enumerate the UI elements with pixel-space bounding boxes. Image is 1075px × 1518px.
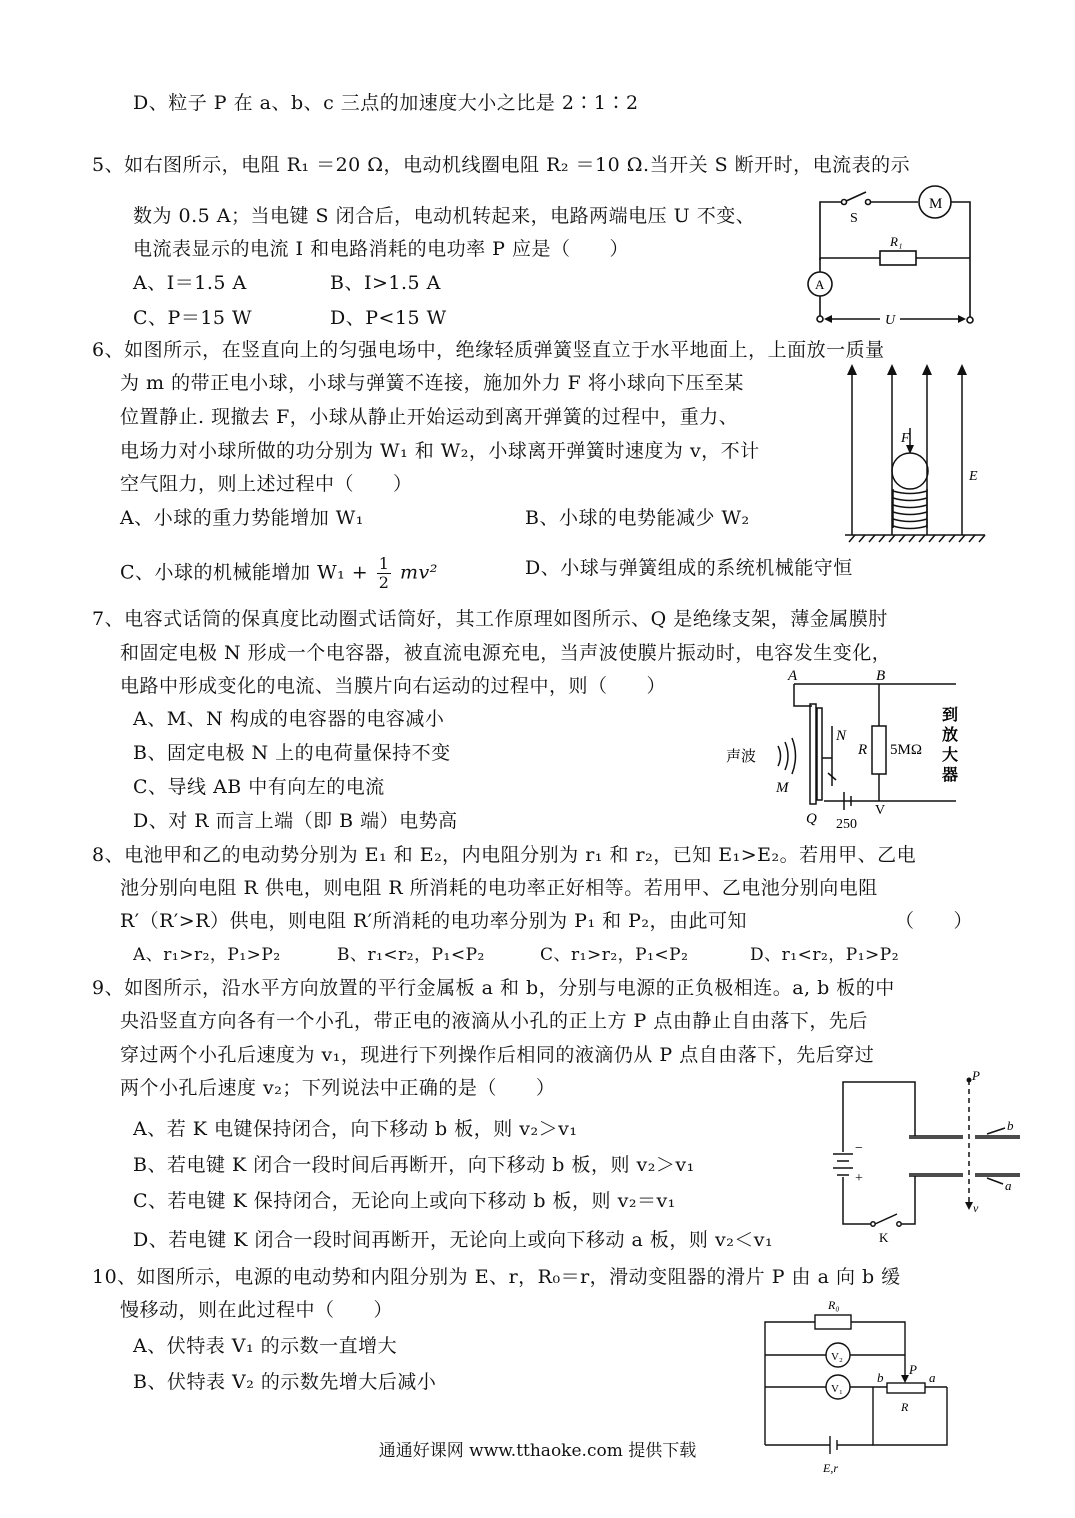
point-a-label: A: [788, 668, 798, 684]
q8-answer-paren: （ ）: [895, 910, 974, 932]
q7-option-d: D、对 R 而言上端（即 B 端）电势高: [133, 810, 458, 832]
q10-stem-line2: 慢移动，则在此过程中（ ）: [120, 1299, 394, 1321]
q8-option-a: A、r₁>r₂，P₁>P₂: [133, 945, 281, 965]
voltmeter-v2-label: V₂: [831, 1351, 843, 1363]
amplifier-char-4: 器: [942, 767, 959, 784]
q9-option-b: B、若电键 K 闭合一段时间后再断开，向下移动 b 板，则 v₂＞v₁: [133, 1154, 695, 1176]
plate-b-label: b: [1007, 1118, 1014, 1133]
q6-c-formula: mv²: [399, 561, 438, 584]
slider-p-label: P: [909, 1362, 917, 1377]
resistor-r-label: R: [858, 742, 868, 758]
q6-stem-line5: 空气阻力，则上述过程中（ ）: [120, 473, 413, 495]
q4-option-d: D、粒子 P 在 a、b、c 三点的加速度大小之比是 2∶1∶2: [133, 92, 639, 114]
q5-option-d: D、P<15 W: [330, 307, 447, 329]
q10-option-b: B、伏特表 V₂ 的示数先增大后减小: [133, 1371, 437, 1393]
q10-stem-line1: 10、如图所示，电源的电动势和内阻分别为 E、r，R₀＝r，滑动变阻器的滑片 P 由 a 向 b 缓: [92, 1266, 901, 1288]
plate-a-label: a: [1005, 1178, 1012, 1193]
resistance-value-label: 5MΩ: [890, 742, 922, 758]
q5-option-a: A、I＝1.5 A: [133, 272, 247, 294]
q6-stem-line4: 电场力对小球所做的功分别为 W₁ 和 W₂，小球离开弹簧时速度为 v，不计: [120, 440, 760, 462]
q6-option-d: D、小球与弹簧组成的系统机械能守恒: [525, 557, 853, 579]
q9-stem-line4: 两个小孔后速度 v₂；下列说法中正确的是（ ）: [120, 1077, 556, 1099]
q8-option-b: B、r₁<r₂，P₁<P₂: [337, 945, 485, 965]
rheostat-r-label: R: [901, 1400, 909, 1414]
q7-microphone-diagram: [720, 668, 975, 830]
q6-option-b: B、小球的电势能减少 W₂: [525, 507, 750, 529]
voltage-label: U: [885, 313, 896, 328]
field-label: E: [969, 469, 978, 484]
point-p-label: P: [972, 1068, 980, 1083]
footer-source: 通通好课网 www.tthaoke.com 提供下载: [378, 1441, 697, 1461]
q7-stem-line1: 7、电容式话筒的保真度比动圈式话筒好，其工作原理如图所示、Q 是绝缘支架，薄金属膜肘: [92, 608, 888, 630]
support-q-label: Q: [806, 811, 817, 827]
q6-c-denominator: 2: [378, 573, 390, 592]
q7-option-a: A、M、N 构成的电容器的电容减小: [133, 708, 445, 730]
voltmeter-v1-label: V₁: [831, 1383, 843, 1395]
q5-circuit-diagram: [800, 180, 990, 330]
q7-stem-line2: 和固定电极 N 形成一个电容器，被直流电源充电，当声波使膜片振动时，电容发生变化，: [120, 642, 892, 664]
q8-option-c: C、r₁>r₂，P₁<P₂: [540, 945, 689, 965]
q7-option-b: B、固定电极 N 上的电荷量保持不变: [133, 742, 451, 764]
q9-option-d: D、若电键 K 闭合一段时间再断开，无论向上或向下移动 a 板，则 v₂＜v₁: [133, 1229, 774, 1251]
q5-stem-line3: 电流表显示的电流 I 和电路消耗的电功率 P 应是（ ）: [133, 238, 629, 260]
q6-spring-field-diagram: [835, 360, 995, 550]
switch-k-label: K: [879, 1230, 889, 1245]
q9-option-a: A、若 K 电键保持闭合，向下移动 b 板，则 v₂＞v₁: [133, 1118, 578, 1140]
q8-stem-line1: 8、电池甲和乙的电动势分别为 E₁ 和 E₂，内电阻分别为 r₁ 和 r₂，已知 E₁>E₂。若用甲、乙电: [92, 844, 917, 866]
voltage-value-label: 250: [836, 817, 857, 830]
velocity-v-label: v: [973, 1201, 979, 1215]
q9-stem-line1: 9、如图所示，沿水平方向放置的平行金属板 a 和 b，分别与电源的正负极相连。a, b 板的中: [92, 977, 895, 999]
q5-option-c: C、P＝15 W: [133, 307, 253, 329]
amplifier-char-2: 放: [942, 727, 959, 744]
resistor-label: R₁: [890, 234, 903, 249]
q7-option-c: C、导线 AB 中有向左的电流: [133, 776, 385, 798]
point-b-label: b: [877, 1370, 884, 1385]
ammeter-label: A: [815, 277, 825, 292]
q6-stem-line3: 位置静止. 现撤去 F，小球从静止开始运动到离开弹簧的过程中，重力、: [120, 406, 739, 428]
q6-stem-line2: 为 m 的带正电小球，小球与弹簧不连接，施加外力 F 将小球向下压至某: [120, 372, 744, 394]
force-label: F: [901, 431, 910, 446]
q7-stem-line3: 电路中形成变化的电流、当膜片向右运动的过程中，则（ ）: [120, 675, 667, 697]
negative-terminal-label: −: [855, 1141, 863, 1156]
q8-stem-line3: R′（R′>R）供电，则电阻 R′所消耗的电功率分别为 P₁ 和 P₂，由此可知: [120, 910, 748, 932]
electrode-n-label: N: [836, 728, 847, 744]
q6-option-c: [120, 555, 438, 592]
volt-unit-label: V: [875, 803, 886, 818]
q6-c-fraction: [377, 555, 392, 592]
motor-label: M: [929, 196, 943, 212]
source-er-label: E,r: [823, 1461, 838, 1475]
switch-label: S: [850, 211, 858, 226]
amplifier-char-3: 大: [942, 747, 959, 764]
q5-stem-line2: 数为 0.5 A；当电键 S 闭合后，电动机转起来，电路两端电压 U 不变、: [133, 205, 756, 227]
q8-option-d: D、r₁<r₂，P₁>P₂: [750, 945, 900, 965]
point-b-label: B: [876, 668, 886, 684]
q9-option-c: C、若电键 K 保持闭合，无论向上或向下移动 b 板，则 v₂＝v₁: [133, 1190, 676, 1212]
amplifier-char-1: 到: [942, 707, 959, 724]
sound-wave-label: 声波: [726, 749, 757, 765]
q8-stem-line2: 池分别向电阻 R 供电，则电阻 R 所消耗的电功率正好相等。若用甲、乙电池分别向电阻: [120, 877, 878, 899]
q6-c-text: C、小球的机械能增加 W₁ +: [120, 561, 369, 584]
q6-c-numerator: 1: [378, 554, 390, 573]
q5-option-b: B、I>1.5 A: [330, 272, 441, 294]
q6-stem-line1: 6、如图所示，在竖直向上的匀强电场中，绝缘轻质弹簧竖直立于水平地面上，上面放一质量: [92, 339, 885, 361]
positive-terminal-label: +: [855, 1171, 863, 1186]
q6-option-a: A、小球的重力势能增加 W₁: [120, 507, 364, 529]
q10-option-a: A、伏特表 V₁ 的示数一直增大: [133, 1335, 398, 1357]
q9-stem-line2: 央沿竖直方向各有一个小孔，带正电的液滴从小孔的正上方 P 点由静止自由落下，先后: [120, 1010, 868, 1032]
membrane-m-label: M: [776, 780, 789, 796]
q5-stem-line1: 5、如右图所示，电阻 R₁ ＝20 Ω，电动机线圈电阻 R₂ ＝10 Ω.当开关 S 断开时，电流表的示: [92, 154, 911, 176]
point-a-label: a: [929, 1370, 936, 1385]
q9-stem-line3: 穿过两个小孔后速度为 v₁，现进行下列操作后相同的液滴仍从 P 点自由落下，先后穿过: [120, 1044, 875, 1066]
q9-parallel-plates-diagram: [815, 1068, 1025, 1248]
resistor-r0-label: R₀: [828, 1298, 840, 1312]
